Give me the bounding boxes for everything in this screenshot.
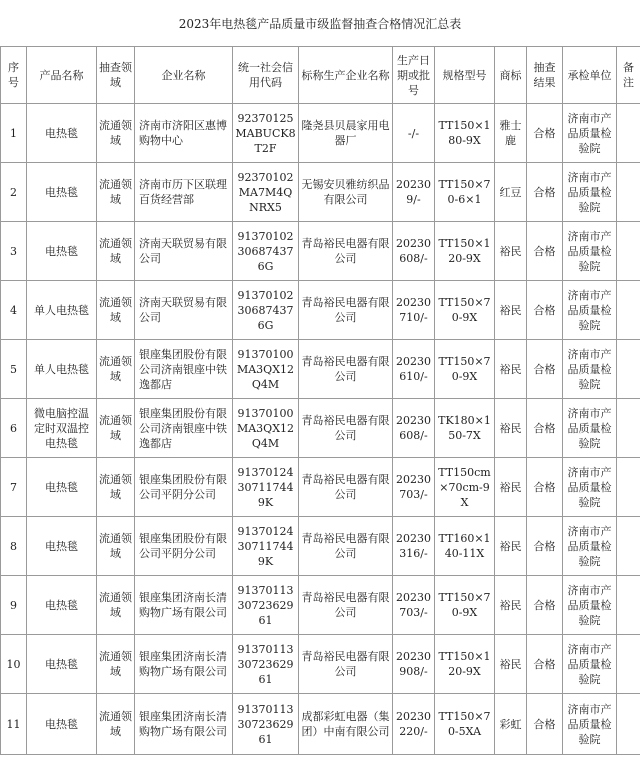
column-header: 抽查领域 xyxy=(97,47,135,104)
cell-product: 单人电热毯 xyxy=(27,340,97,399)
cell-batch: 20230610/- xyxy=(393,340,435,399)
cell-model: TT150×180-9X xyxy=(435,104,495,163)
column-header: 规格型号 xyxy=(435,47,495,104)
cell-note xyxy=(617,694,640,755)
column-header: 承检单位 xyxy=(563,47,617,104)
cell-credit-code: 91370124307117449K xyxy=(233,458,299,517)
cell-note xyxy=(617,458,640,517)
cell-result: 合格 xyxy=(527,281,563,340)
cell-manufacturer: 青岛裕民电器有限公司 xyxy=(299,458,393,517)
cell-manufacturer: 成都彩虹电器（集团）中南有限公司 xyxy=(299,694,393,755)
cell-product: 电热毯 xyxy=(27,222,97,281)
cell-product: 电热毯 xyxy=(27,517,97,576)
cell-product: 电热毯 xyxy=(27,458,97,517)
cell-company: 银座集团济南长清购物广场有限公司 xyxy=(135,694,233,755)
cell-no: 7 xyxy=(1,458,27,517)
cell-no: 1 xyxy=(1,104,27,163)
cell-manufacturer: 青岛裕民电器有限公司 xyxy=(299,222,393,281)
cell-field: 流通领域 xyxy=(97,576,135,635)
cell-field: 流通领域 xyxy=(97,163,135,222)
cell-brand: 雅士鹿 xyxy=(495,104,527,163)
cell-batch: 20230710/- xyxy=(393,281,435,340)
cell-model: TT150×120-9X xyxy=(435,222,495,281)
report-title: 2023年电热毯产品质量市级监督抽查合格情况汇总表 xyxy=(0,0,640,47)
cell-inspector: 济南市产品质量检验院 xyxy=(563,104,617,163)
cell-note xyxy=(617,281,640,340)
cell-inspector: 济南市产品质量检验院 xyxy=(563,517,617,576)
cell-result: 合格 xyxy=(527,576,563,635)
column-header: 产品名称 xyxy=(27,47,97,104)
cell-result: 合格 xyxy=(527,163,563,222)
cell-company: 银座集团济南长清购物广场有限公司 xyxy=(135,635,233,694)
cell-model: TT150×70-9X xyxy=(435,281,495,340)
cell-brand: 裕民 xyxy=(495,635,527,694)
column-header: 备注 xyxy=(617,47,640,104)
cell-model: TT150×70-6×1 xyxy=(435,163,495,222)
cell-credit-code: 913701133072362961 xyxy=(233,694,299,755)
cell-no: 4 xyxy=(1,281,27,340)
table-row xyxy=(1,694,640,755)
cell-model: TK180×150-7X xyxy=(435,399,495,458)
column-header: 商标 xyxy=(495,47,527,104)
cell-credit-code: 913701133072362961 xyxy=(233,635,299,694)
cell-company: 银座集团股份有限公司济南银座中铁逸都店 xyxy=(135,340,233,399)
cell-note xyxy=(617,340,640,399)
cell-no: 5 xyxy=(1,340,27,399)
cell-brand: 裕民 xyxy=(495,576,527,635)
cell-note xyxy=(617,635,640,694)
cell-note xyxy=(617,576,640,635)
cell-field: 流通领域 xyxy=(97,458,135,517)
cell-inspector: 济南市产品质量检验院 xyxy=(563,163,617,222)
cell-note xyxy=(617,517,640,576)
cell-company: 济南天联贸易有限公司 xyxy=(135,222,233,281)
cell-company: 银座集团济南长清购物广场有限公司 xyxy=(135,576,233,635)
cell-brand: 红豆 xyxy=(495,163,527,222)
column-header: 统一社会信用代码 xyxy=(233,47,299,104)
cell-no: 10 xyxy=(1,635,27,694)
cell-company: 济南市济阳区惠博购物中心 xyxy=(135,104,233,163)
cell-company: 济南天联贸易有限公司 xyxy=(135,281,233,340)
cell-credit-code: 92370102MA7M4QNRX5 xyxy=(233,163,299,222)
cell-batch: 20230608/- xyxy=(393,399,435,458)
table-row xyxy=(1,576,640,635)
cell-inspector: 济南市产品质量检验院 xyxy=(563,399,617,458)
table-row xyxy=(1,458,640,517)
cell-batch: 202309/- xyxy=(393,163,435,222)
table-row xyxy=(1,635,640,694)
table-row xyxy=(1,340,640,399)
cell-result: 合格 xyxy=(527,694,563,755)
cell-brand: 裕民 xyxy=(495,458,527,517)
cell-brand: 裕民 xyxy=(495,517,527,576)
cell-company: 银座集团股份有限公司平阴分公司 xyxy=(135,458,233,517)
cell-model: TT160×140-11X xyxy=(435,517,495,576)
cell-credit-code: 913701133072362961 xyxy=(233,576,299,635)
cell-credit-code: 91370100MA3QX12Q4M xyxy=(233,399,299,458)
table-row xyxy=(1,104,640,163)
cell-result: 合格 xyxy=(527,458,563,517)
cell-credit-code: 91370102306874376G xyxy=(233,281,299,340)
cell-batch: 20230316/- xyxy=(393,517,435,576)
cell-credit-code: 92370125MABUCK8T2F xyxy=(233,104,299,163)
cell-credit-code: 91370102306874376G xyxy=(233,222,299,281)
column-header: 序号 xyxy=(1,47,27,104)
cell-credit-code: 91370100MA3QX12Q4M xyxy=(233,340,299,399)
cell-batch: -/- xyxy=(393,104,435,163)
cell-credit-code: 91370124307117449K xyxy=(233,517,299,576)
table-row xyxy=(1,163,640,222)
cell-batch: 20230703/- xyxy=(393,576,435,635)
cell-field: 流通领域 xyxy=(97,635,135,694)
table-row xyxy=(1,517,640,576)
cell-result: 合格 xyxy=(527,399,563,458)
cell-field: 流通领域 xyxy=(97,399,135,458)
cell-inspector: 济南市产品质量检验院 xyxy=(563,635,617,694)
cell-field: 流通领域 xyxy=(97,517,135,576)
cell-field: 流通领域 xyxy=(97,222,135,281)
cell-manufacturer: 青岛裕民电器有限公司 xyxy=(299,635,393,694)
cell-product: 电热毯 xyxy=(27,576,97,635)
cell-brand: 裕民 xyxy=(495,399,527,458)
cell-brand: 裕民 xyxy=(495,222,527,281)
cell-inspector: 济南市产品质量检验院 xyxy=(563,340,617,399)
table-row xyxy=(1,399,640,458)
cell-result: 合格 xyxy=(527,104,563,163)
cell-manufacturer: 青岛裕民电器有限公司 xyxy=(299,576,393,635)
cell-result: 合格 xyxy=(527,340,563,399)
column-header: 标称生产企业名称 xyxy=(299,47,393,104)
cell-brand: 裕民 xyxy=(495,340,527,399)
column-header: 抽查结果 xyxy=(527,47,563,104)
table-row xyxy=(1,281,640,340)
cell-inspector: 济南市产品质量检验院 xyxy=(563,694,617,755)
cell-no: 9 xyxy=(1,576,27,635)
cell-inspector: 济南市产品质量检验院 xyxy=(563,222,617,281)
cell-model: TT150×70-5XA xyxy=(435,694,495,755)
cell-no: 2 xyxy=(1,163,27,222)
cell-no: 3 xyxy=(1,222,27,281)
cell-manufacturer: 青岛裕民电器有限公司 xyxy=(299,399,393,458)
cell-result: 合格 xyxy=(527,222,563,281)
cell-note xyxy=(617,163,640,222)
cell-inspector: 济南市产品质量检验院 xyxy=(563,576,617,635)
cell-brand: 裕民 xyxy=(495,281,527,340)
cell-field: 流通领域 xyxy=(97,104,135,163)
cell-batch: 20230608/- xyxy=(393,222,435,281)
cell-model: TT150×120-9X xyxy=(435,635,495,694)
cell-manufacturer: 青岛裕民电器有限公司 xyxy=(299,281,393,340)
cell-company: 银座集团股份有限公司平阴分公司 xyxy=(135,517,233,576)
cell-product: 微电脑控温定时双温控电热毯 xyxy=(27,399,97,458)
cell-result: 合格 xyxy=(527,635,563,694)
cell-model: TT150×70-9X xyxy=(435,340,495,399)
cell-manufacturer: 隆尧县贝晨家用电器厂 xyxy=(299,104,393,163)
cell-manufacturer: 青岛裕民电器有限公司 xyxy=(299,517,393,576)
cell-field: 流通领域 xyxy=(97,694,135,755)
inspection-table xyxy=(0,46,640,755)
cell-product: 电热毯 xyxy=(27,635,97,694)
cell-field: 流通领域 xyxy=(97,340,135,399)
cell-note xyxy=(617,399,640,458)
cell-no: 8 xyxy=(1,517,27,576)
cell-batch: 20230908/- xyxy=(393,635,435,694)
header-row xyxy=(1,47,640,104)
cell-result: 合格 xyxy=(527,517,563,576)
cell-company: 银座集团股份有限公司济南银座中铁逸都店 xyxy=(135,399,233,458)
cell-inspector: 济南市产品质量检验院 xyxy=(563,281,617,340)
cell-manufacturer: 无锡安贝雅纺织品有限公司 xyxy=(299,163,393,222)
cell-note xyxy=(617,222,640,281)
cell-product: 电热毯 xyxy=(27,694,97,755)
column-header: 生产日期或批号 xyxy=(393,47,435,104)
cell-no: 11 xyxy=(1,694,27,755)
cell-note xyxy=(617,104,640,163)
table-body xyxy=(1,104,640,755)
cell-product: 电热毯 xyxy=(27,104,97,163)
cell-model: TT150cm×70cm-9X xyxy=(435,458,495,517)
cell-product: 电热毯 xyxy=(27,163,97,222)
cell-field: 流通领域 xyxy=(97,281,135,340)
cell-manufacturer: 青岛裕民电器有限公司 xyxy=(299,340,393,399)
cell-no: 6 xyxy=(1,399,27,458)
cell-model: TT150×70-9X xyxy=(435,576,495,635)
cell-brand: 彩虹 xyxy=(495,694,527,755)
cell-product: 单人电热毯 xyxy=(27,281,97,340)
cell-inspector: 济南市产品质量检验院 xyxy=(563,458,617,517)
cell-batch: 20230703/- xyxy=(393,458,435,517)
cell-batch: 20230220/- xyxy=(393,694,435,755)
cell-company: 济南市历下区联理百货经营部 xyxy=(135,163,233,222)
column-header: 企业名称 xyxy=(135,47,233,104)
table-row xyxy=(1,222,640,281)
